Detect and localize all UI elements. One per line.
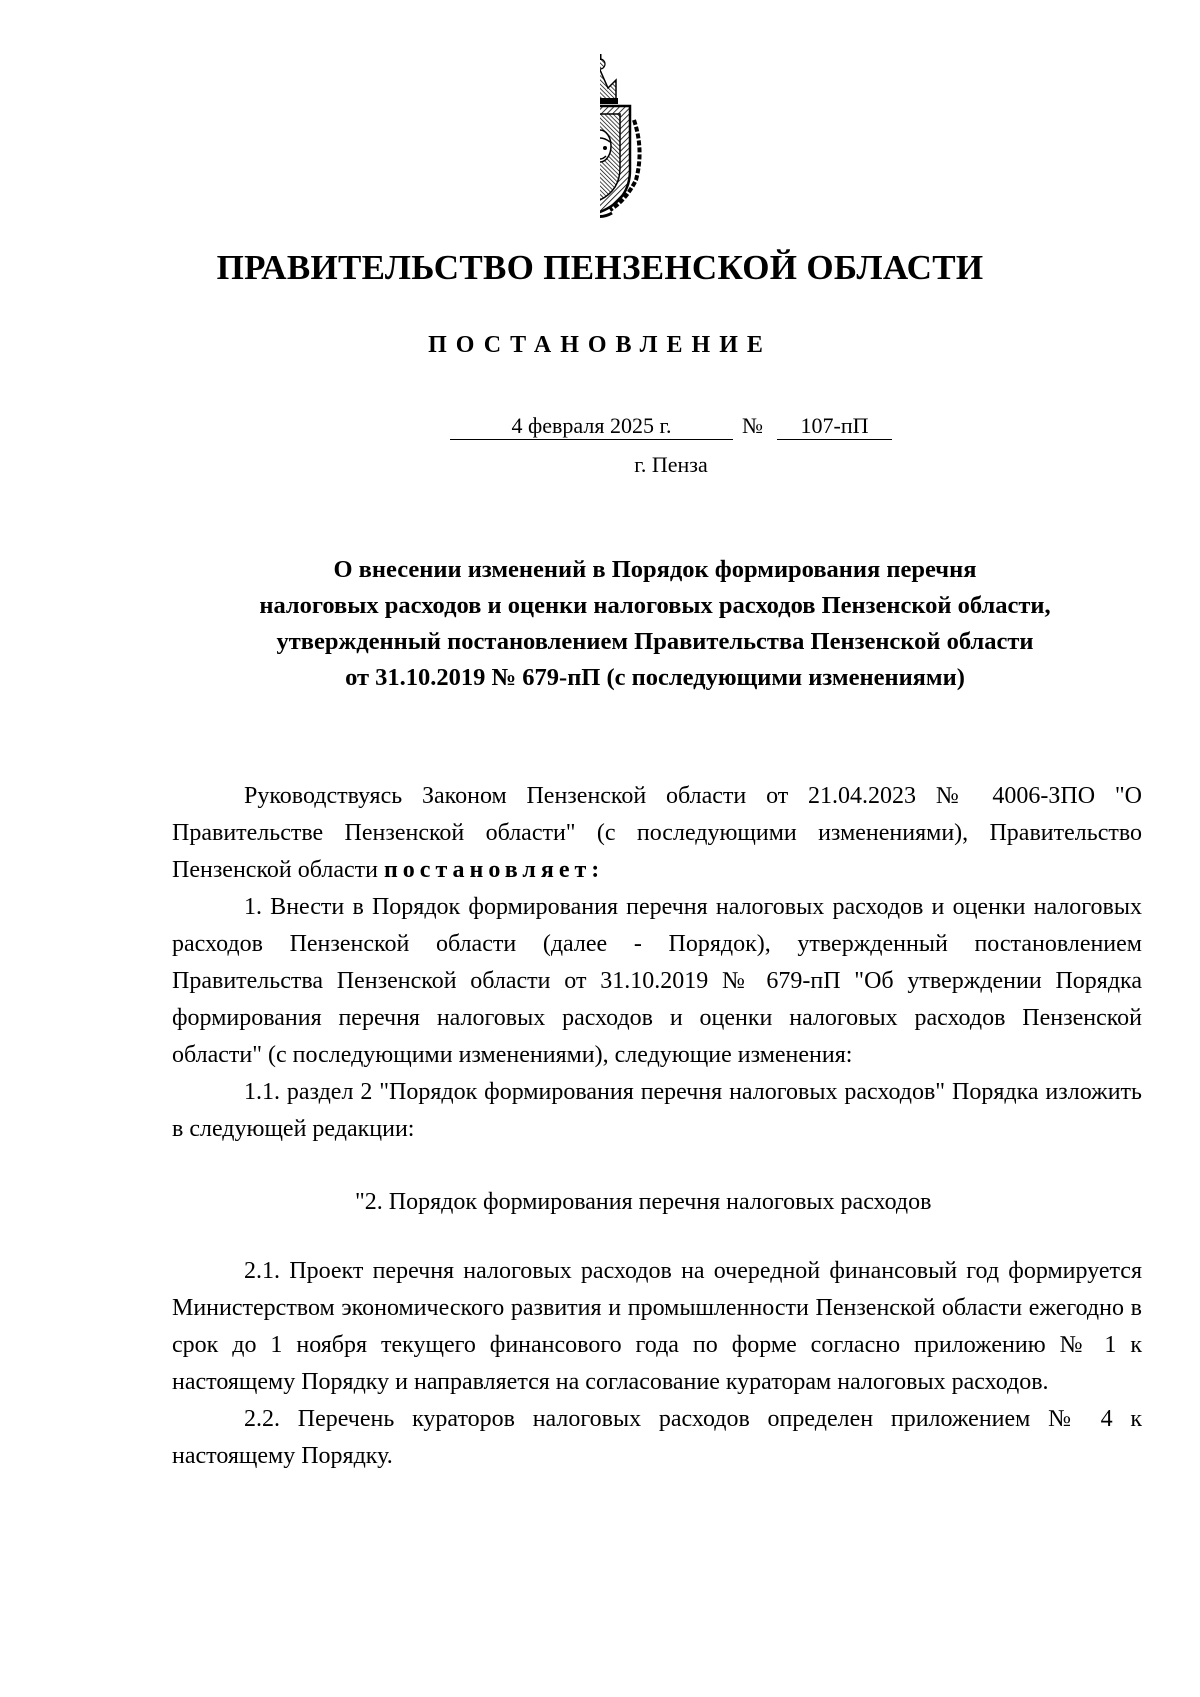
document-number: 107-пП	[777, 412, 892, 440]
document-body	[172, 778, 1142, 1475]
paragraph-1-1: 1.1. раздел 2 "Порядок формирования перечня налоговых расходов" Порядка изложить в следующей редакции:	[172, 1079, 1142, 1142]
section-heading: "2. Порядок формирования перечня налоговых расходов	[355, 1189, 932, 1215]
preamble-paragraph	[172, 778, 1142, 889]
number-sign: №	[742, 413, 763, 438]
preamble-text: Руководствуясь Законом Пензенской области от 21.04.2023 № 4006-ЗПО "О Правительстве Пензенской области" (с последующими изменениями), Правительство Пензенской области	[172, 783, 1142, 883]
title-line: утвержденный постановлением Правительства Пензенской области	[276, 628, 1034, 655]
document-date: 4 февраля 2025 г.	[450, 412, 733, 440]
paragraph-2-1: 2.1. Проект перечня налоговых расходов на очередной финансовый год формируется Министерством экономического развития и промышленности Пензенской области ежегодно в срок до 1 ноября текущего финансового года по форме согласно приложению № 1 к настоящему Порядку и направляется на согласование кураторам налоговых расходов.	[172, 1258, 1142, 1395]
paragraph-2-2: 2.2. Перечень кураторов налоговых расходов определен приложением № 4 к настоящему Порядку.	[172, 1406, 1142, 1469]
coat-of-arms-emblem	[600, 50, 720, 220]
organization-name: ПРАВИТЕЛЬСТВО ПЕНЗЕНСКОЙ ОБЛАСТИ	[216, 248, 984, 287]
document-title	[160, 552, 1150, 696]
title-line: О внесении изменений в Порядок формирования перечня	[333, 556, 977, 583]
resolves-word: постановляет:	[383, 857, 605, 883]
date-number-line	[0, 412, 1200, 448]
document-type: ПОСТАНОВЛЕНИЕ	[428, 332, 772, 358]
title-line: налоговых расходов и оценки налоговых расходов Пензенской области,	[259, 592, 1051, 619]
title-line: от 31.10.2019 № 679-пП (с последующими изменениями)	[345, 664, 965, 691]
paragraph-1: 1. Внести в Порядок формирования перечня налоговых расходов и оценки налоговых расходов Пензенской области (далее - Порядок), утвержденный постановлением Правительства Пензенской области от 31.10.2019 № 679-пП "Об утверждении Порядка формирования перечня налоговых расходов и оценки налоговых расходов Пензенской области" (с последующими изменениями), следующие изменения:	[172, 894, 1142, 1068]
city: г. Пенза	[634, 452, 708, 477]
